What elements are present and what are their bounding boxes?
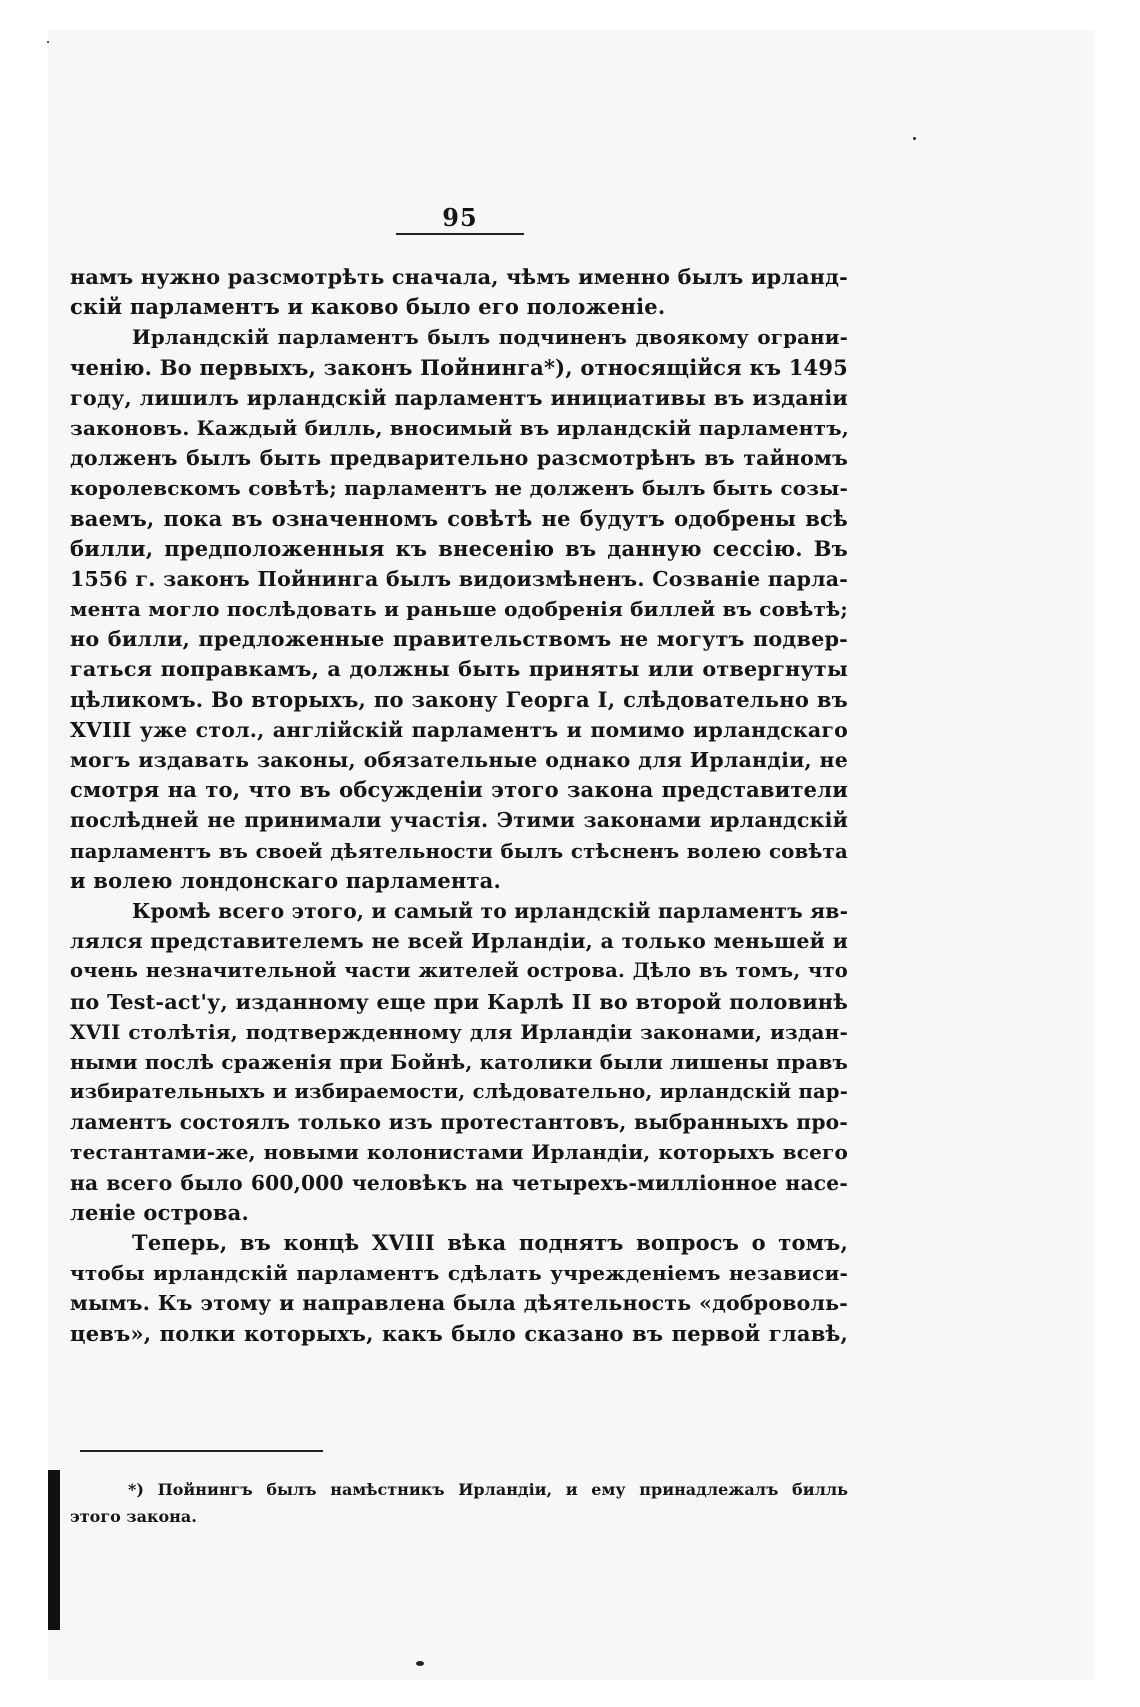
text-line: послѣдней не принимали участія. Этими законами ирландскій <box>70 808 848 833</box>
text-line: цевъ», полки которыхъ, какъ было сказано въ первой главѣ, <box>70 1320 848 1346</box>
text-line: очень незначительной части жителей острова. Дѣло въ томъ, что <box>70 959 848 983</box>
text-line: и волею лондонскаго парламента. <box>70 867 501 893</box>
text-line: XVII столѣтія, подтвержденному для Ирландіи законами, издан- <box>70 1019 848 1044</box>
body-text <box>70 262 848 1349</box>
text-line: лялся представителемъ не всей Ирландіи, а только меньшей и <box>70 929 848 954</box>
text-line: законовъ. Каждый билль, вносимый въ ирландскій парламентъ, <box>70 415 849 440</box>
scan-speck <box>913 137 916 140</box>
text-line: скій парламентъ и каково было его положеніе. <box>70 294 666 320</box>
text-line: но билли, предложенные правительствомъ не могутъ подвер- <box>70 627 848 652</box>
text-line: Кромѣ всего этого, и самый то ирландскій парламентъ яв- <box>132 898 849 923</box>
scan-speck <box>47 41 49 43</box>
text-line: Ирландскій парламентъ былъ подчиненъ двоякому ограни- <box>132 325 848 350</box>
footnote-line: *) Пойнингъ былъ намѣстникъ Ирландіи, и ему принадлежалъ билль <box>128 1480 848 1499</box>
page-number: 95 <box>442 203 478 232</box>
text-line: тестантами-же, новыми колонистами Ирландіи, которыхъ всего <box>70 1140 848 1165</box>
text-line: по Test-act'у, изданному еще при Карлѣ II во второй половинѣ <box>70 989 848 1014</box>
text-line: смотря на то, что въ обсужденіи этого закона представители <box>70 777 848 803</box>
text-line: чтобы ирландскій парламентъ сдѣлать учрежденіемъ независи- <box>70 1261 848 1286</box>
text-line: ными послѣ сраженія при Бойнѣ, католики были лишены правъ <box>70 1049 849 1074</box>
text-line: билли, предположенныя къ внесенію въ данную сессію. Въ <box>70 535 848 561</box>
text-line: королевскомъ совѣтѣ; парламентъ не долженъ былъ быть созы- <box>70 476 848 501</box>
text-line: году, лишилъ ирландскій парламентъ инициативы въ изданіи <box>70 385 848 410</box>
text-line: намъ нужно разсмотрѣть сначала, чѣмъ именно былъ ирланд- <box>70 265 848 289</box>
text-line: ченію. Во первыхъ, законъ Пойнинга*), относящійся къ 1495 <box>70 354 848 380</box>
footnote-rule <box>80 1450 323 1452</box>
text-line: могъ издавать законы, обязательные однако для Ирландіи, не <box>70 748 848 772</box>
text-line: ваемъ, пока въ означенномъ совѣтѣ не будутъ одобрены всѣ <box>70 505 848 531</box>
text-line: гаться поправкамъ, а должны быть приняты или отвергнуты <box>70 657 848 682</box>
footnote-line: этого закона. <box>70 1507 197 1526</box>
text-line: мента могло послѣдовать и раньше одобренія биллей въ совѣтѣ; <box>70 597 848 622</box>
text-line: ламентъ состоялъ только изъ протестантовъ, выбранныхъ про- <box>70 1110 848 1135</box>
text-line: Теперь, въ концѣ XVIII вѣка поднятъ вопросъ о томъ, <box>132 1230 848 1255</box>
binding-shadow <box>48 1470 60 1630</box>
text-line: парламентъ въ своей дѣятельности былъ стѣсненъ волею совѣта <box>70 838 848 863</box>
text-line: долженъ былъ быть предварительно разсмотрѣнъ въ тайномъ <box>70 446 848 471</box>
scan-speck <box>416 1661 424 1666</box>
text-line: избирательныхъ и избираемости, слѣдовательно, ирландскій пар- <box>70 1080 848 1104</box>
text-line: мымъ. Къ этому и направлена была дѣятельность «доброволь- <box>70 1291 848 1316</box>
text-line: XVIII уже стол., англійскій парламентъ и помимо ирландскаго <box>70 717 848 742</box>
page-number-rule <box>396 233 524 235</box>
text-line: леніе острова. <box>70 1199 249 1225</box>
footnote <box>70 1476 848 1530</box>
text-line: на всего было 600,000 человѣкъ на четырехъ-милліонное насе- <box>70 1170 848 1195</box>
text-line: 1556 г. законъ Пойнинга былъ видоизмѣненъ. Созваніе парла- <box>70 566 848 591</box>
text-line: цѣликомъ. Во вторыхъ, по закону Георга I, слѣдовательно въ <box>70 686 848 712</box>
